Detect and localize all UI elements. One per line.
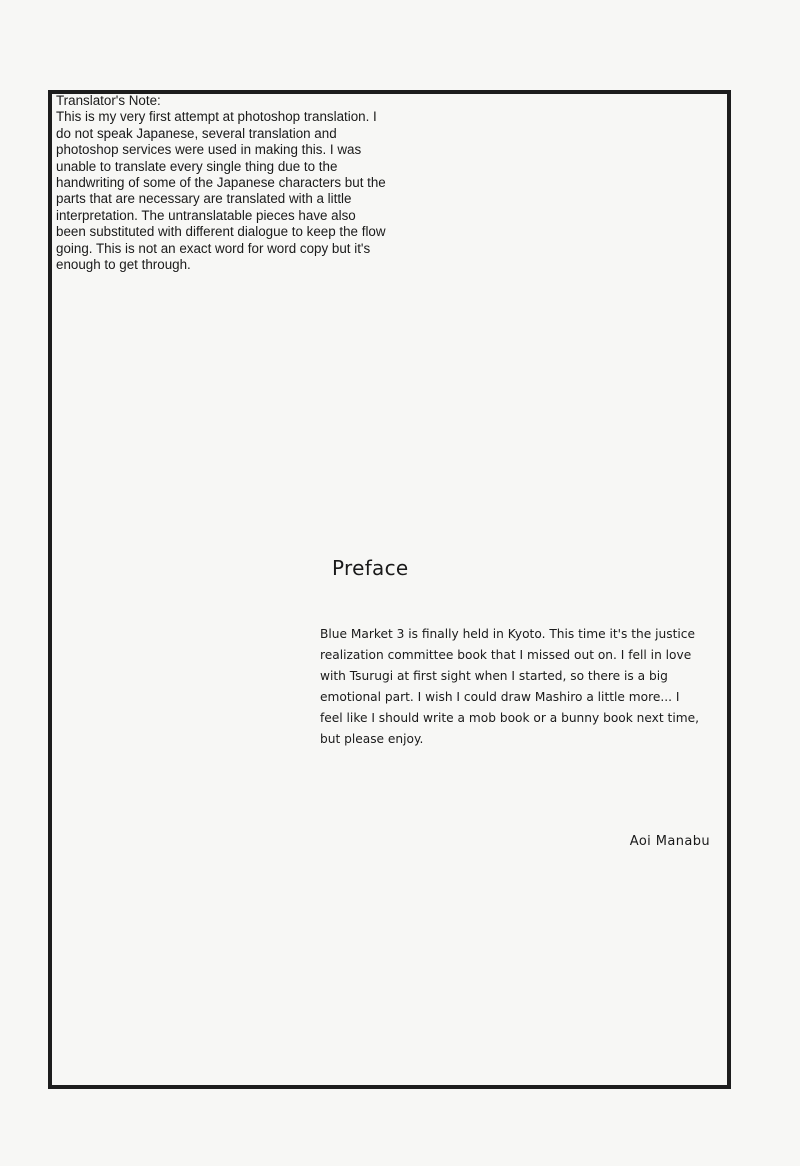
preface-body: Blue Market 3 is finally held in Kyoto. This time it's the justice realization committee book that I missed out on. I fell in love with Tsurugi at first sight when I started, so there is a big emotional part. I wish I could draw Mashiro a little more... I feel like I should write a mob book or a bunny book next time, but please enjoy. [320,627,699,746]
translator-note [56,93,386,273]
translator-note-body: This is my very first attempt at photoshop translation. I do not speak Japanese, several translation and photoshop services were used in making this. I was unable to translate every single thing due to the handwriting of some of the Japanese characters but the parts that are necessary are translated with a little interpretation. The untranslatable pieces have also been substituted with different dialogue to keep the flow going. This is not an exact word for word copy but it's enough to get through. [56,109,386,273]
author-name: Aoi Manabu [629,834,710,849]
translator-note-heading: Translator's Note: [56,93,161,108]
preface-title: Preface [332,556,409,580]
